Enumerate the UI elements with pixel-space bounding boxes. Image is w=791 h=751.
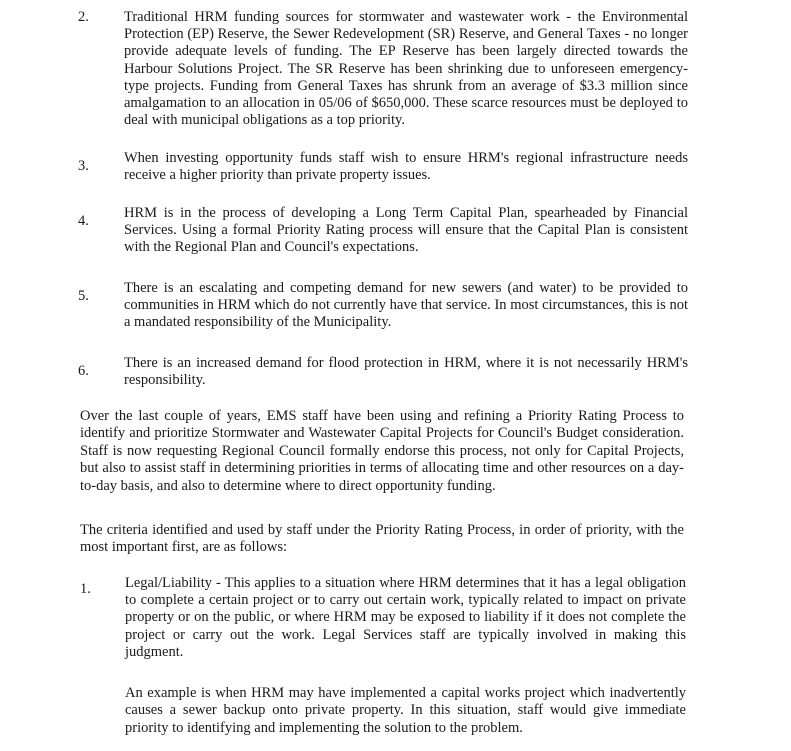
list-item-number: 2. — [78, 9, 89, 25]
list-item-3 — [78, 150, 688, 184]
list-item-number: 6. — [78, 363, 89, 379]
list-item-text: Traditional HRM funding sources for stormwater and wastewater work - the Environmental Protection (EP) Reserve, the Sewer Redevelopment (SR) Reserve, and General Taxes - no longer provide adequate levels of funding. The EP Reserve has been largely directed towards the Harbour Solutions Project. The SR Reserve has been shrinking due to unforeseen emergency-type projects. Funding from General Taxes has shrunk from an average of $3.3 million since amalgamation to an allocation in 05/06 of $650,000. These scarce resources must be deployed to deal with municipal obligations as a top priority. — [124, 9, 688, 129]
list-item-6 — [78, 355, 688, 389]
criteria-example-paragraph: An example is when HRM may have implemented a capital works project which inadvertently causes a sewer backup onto private property. In this situation, staff would give immediate priority to identifying and implementing the solution to the problem. — [125, 685, 686, 736]
list-item-text: There is an increased demand for flood protection in HRM, where it is not necessarily HRM's responsibility. — [124, 355, 688, 389]
list-item-text: HRM is in the process of developing a Long Term Capital Plan, spearheaded by Financial Services. Using a formal Priority Rating process will ensure that the Capital Plan is consistent with the Regional Plan and Council's expectations. — [124, 205, 688, 256]
criteria-item-text: Legal/Liability - This applies to a situation where HRM determines that it has a legal obligation to complete a certain project or to carry out certain work, typically related to impact on private property or on the public, or where HRM may be exposed to liability if it does not complete the project or carry out the work. Legal Services staff are typically involved in making this judgment. — [125, 575, 686, 660]
criteria-item-1 — [80, 575, 686, 661]
list-item-number: 3. — [78, 158, 89, 174]
list-item-5 — [78, 280, 688, 332]
list-item-2 — [78, 9, 688, 129]
list-item-number: 5. — [78, 288, 89, 304]
criteria-item-number: 1. — [80, 581, 91, 597]
list-item-number: 4. — [78, 213, 89, 229]
list-item-4 — [78, 205, 688, 257]
list-item-text: There is an escalating and competing demand for new sewers (and water) to be provided to communities in HRM which do not currently have that service. In most circumstances, this is not a mandated responsibility of the Municipality. — [124, 280, 688, 331]
priority-process-paragraph: Over the last couple of years, EMS staff have been using and refining a Priority Rating Process to identify and prioritize Stormwater and Wastewater Capital Projects for Council's Budget consideration. Staff is now requesting Regional Council formally endorse this process, not only for Capital Projects, but also to assist staff in determining priorities in terms of allocating time and other resources on a day-to-day basis, and also to determine where to direct opportunity funding. — [80, 408, 684, 494]
list-item-text: When investing opportunity funds staff wish to ensure HRM's regional infrastructure needs receive a higher priority than private property issues. — [124, 150, 688, 184]
criteria-intro-paragraph: The criteria identified and used by staff under the Priority Rating Process, in order of priority, with the most important first, are as follows: — [80, 522, 684, 556]
